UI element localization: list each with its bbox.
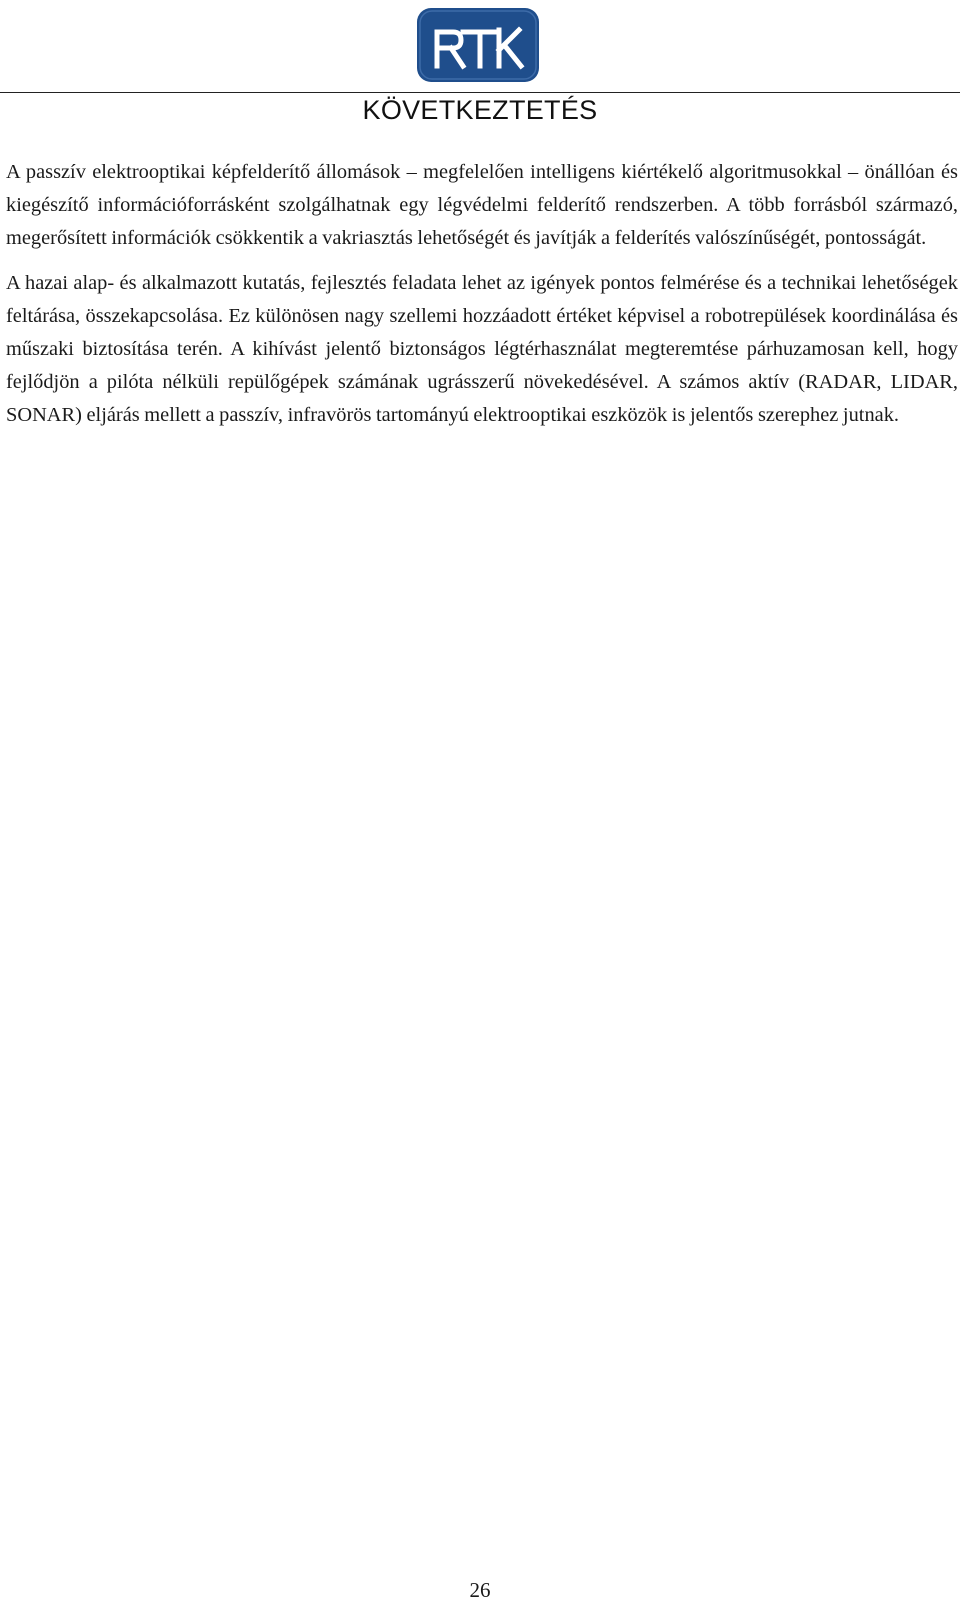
rtk-logo-graphic [417,8,539,82]
page-number: 26 [469,1578,491,1602]
paragraph-conclusion-2: A hazai alap- és alkalmazott kutatás, fejlesztés feladata lehet az igények pontos felmérése és a technikai lehetőségek feltárása, összekapcsolása. Ez különösen nagy szellemi hozzáadott értéket képvisel a robotrepülések koordinálása és műszaki biztosítása terén. A kihívást jelentő biztonságos légtérhasználat megteremtése párhuzamosan kell, hogy fejlődjön a pilóta nélküli repülőgépek számának ugrásszerű növekedésével. A számos aktív (RADAR, LIDAR, SONAR) eljárás mellett a passzív, infravörös tartományú elektrooptikai eszközök is jelentős szerephez jutnak. [6,272,958,426]
section-heading: KÖVETKEZTETÉS [362,95,598,125]
header-rule [0,92,960,93]
paragraph-conclusion-1: A passzív elektrooptikai képfelderítő állomások – megfelelően intelligens kiértékelő algoritmusokkal – önállóan és kiegészítő információforrásként szolgálhatnak egy légvédelmi felderítő rendszerben. A több forrásból származó, megerősített információk csökkentik a vakriasztás lehetőségét és javítják a felderítés valószínűségét, pontosságát. [6,161,958,249]
body-text [6,156,958,444]
rtk-logo [417,8,539,82]
